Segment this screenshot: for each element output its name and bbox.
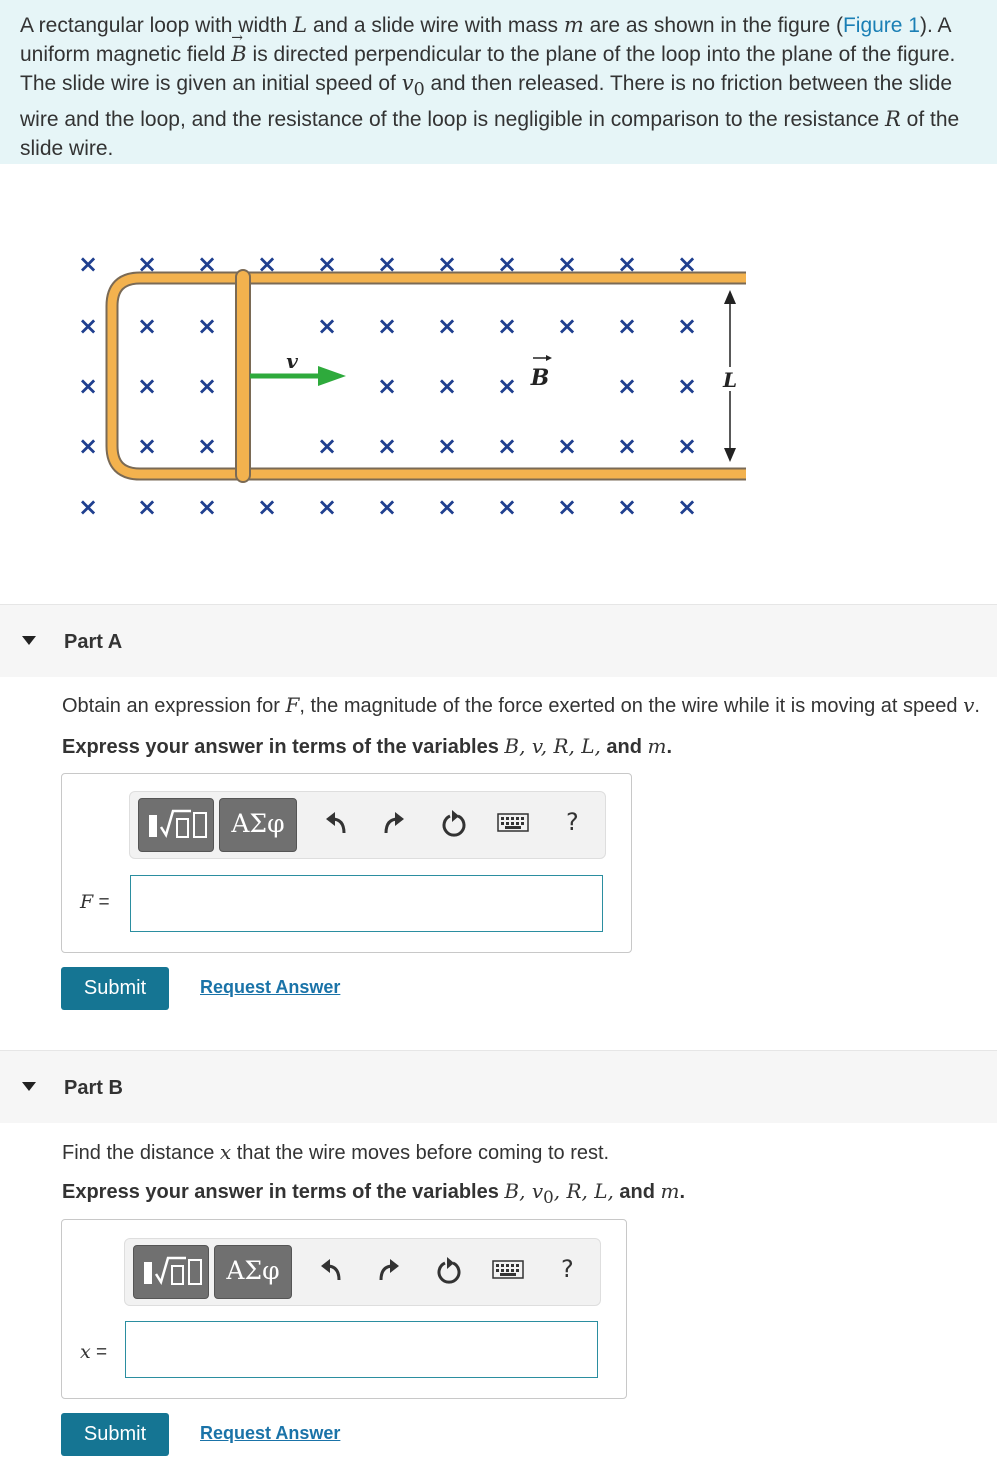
undo-icon[interactable] <box>317 1256 345 1284</box>
field-cross: × <box>77 432 99 460</box>
field-cross: × <box>616 493 638 521</box>
help-button[interactable]: ? <box>561 1255 574 1283</box>
field-cross: × <box>496 312 518 340</box>
field-cross: × <box>616 250 638 278</box>
field-cross: × <box>376 432 398 460</box>
part-a-title: Part A <box>64 631 123 653</box>
part-b-question: Find the distance x that the wire moves before coming to rest. <box>62 1140 610 1164</box>
field-cross: × <box>316 312 338 340</box>
field-cross: × <box>496 432 518 460</box>
part-a-answer-box <box>61 773 632 953</box>
field-cross: × <box>376 250 398 278</box>
figure-link[interactable]: Figure 1 <box>842 14 920 37</box>
problem-intro <box>0 0 997 164</box>
field-cross: × <box>676 493 698 521</box>
part-a-header[interactable] <box>0 604 997 677</box>
field-cross: × <box>436 312 458 340</box>
field-cross: × <box>316 493 338 521</box>
templates-button[interactable] <box>133 1245 209 1299</box>
field-cross: × <box>196 372 218 400</box>
submit-button-part-a[interactable]: Submit <box>61 967 169 1010</box>
field-cross: × <box>376 493 398 521</box>
field-cross: × <box>496 493 518 521</box>
reset-icon[interactable] <box>440 809 468 839</box>
submit-button-part-b[interactable]: Submit <box>61 1413 169 1456</box>
part-b-title: Part B <box>64 1077 123 1099</box>
field-cross: × <box>556 493 578 521</box>
intro-text: A rectangular loop with width L and a slide wire with mass m are as shown in the figure (Figure 1). A uniform magnetic field → B is directed perpendicular to the plane of the loop into the plane of the figure. The slide wire is given an initial speed of $v_0$ and then released. There is no friction between the slide wire and the loop, and the resistance of the loop is negligible in comparison to the resistance R of the slide wire. <box>0 0 997 163</box>
velocity-arrowhead <box>318 366 346 386</box>
collapse-triangle-icon[interactable] <box>22 1082 36 1091</box>
request-answer-link-part-a[interactable]: Request Answer <box>200 977 341 997</box>
field-cross: × <box>136 372 158 400</box>
field-cross: × <box>496 250 518 278</box>
collapse-triangle-icon[interactable] <box>22 636 36 645</box>
field-cross: × <box>136 432 158 460</box>
radical-template-icon <box>139 799 213 851</box>
greek-symbols-button[interactable]: ΑΣφ <box>214 1245 292 1299</box>
field-cross: × <box>556 432 578 460</box>
answer-variable-label: F = <box>80 891 110 913</box>
greek-symbols-button[interactable]: ΑΣφ <box>219 798 297 852</box>
part-b-header[interactable] <box>0 1050 997 1123</box>
field-cross: × <box>196 312 218 340</box>
part-b-instructions: Express your answer in terms of the variables B, $v_0$, R, L, and m. <box>62 1179 686 1207</box>
request-answer-link-part-b[interactable]: Request Answer <box>200 1423 341 1443</box>
field-cross: × <box>136 312 158 340</box>
undo-icon[interactable] <box>322 809 350 837</box>
part-a-instructions: Express your answer in terms of the variables B, v, R, L, and m. <box>62 734 673 758</box>
field-cross: × <box>77 372 99 400</box>
field-cross: × <box>136 493 158 521</box>
field-cross: × <box>496 372 518 400</box>
answer-input-f[interactable] <box>130 875 603 932</box>
field-cross: × <box>196 250 218 278</box>
field-cross: × <box>676 250 698 278</box>
slide-wire <box>236 270 250 482</box>
v-label: v <box>286 349 298 373</box>
field-cross: × <box>256 250 278 278</box>
reset-icon[interactable] <box>435 1256 463 1286</box>
field-cross: × <box>436 493 458 521</box>
math-toolbar <box>129 791 606 859</box>
loop-figure <box>60 230 760 530</box>
keyboard-icon[interactable] <box>492 1260 524 1280</box>
field-cross: × <box>676 432 698 460</box>
field-cross: × <box>136 250 158 278</box>
l-label: L <box>722 368 738 392</box>
field-cross: × <box>77 493 99 521</box>
field-cross: × <box>196 493 218 521</box>
part-b-answer-box <box>61 1219 627 1399</box>
field-cross: × <box>616 372 638 400</box>
field-cross: × <box>376 312 398 340</box>
field-cross: × <box>256 493 278 521</box>
redo-icon[interactable] <box>380 809 408 837</box>
templates-button[interactable] <box>138 798 214 852</box>
field-cross: × <box>376 372 398 400</box>
math-toolbar <box>124 1238 601 1306</box>
radical-template-icon <box>134 1246 208 1298</box>
field-cross: × <box>196 432 218 460</box>
answer-variable-label: x = <box>80 1341 108 1363</box>
keyboard-icon[interactable] <box>497 813 529 833</box>
field-cross: × <box>316 432 338 460</box>
b-label: B <box>530 365 550 391</box>
field-cross: × <box>676 312 698 340</box>
field-cross: × <box>616 312 638 340</box>
field-cross: × <box>616 432 638 460</box>
field-cross: × <box>676 372 698 400</box>
field-cross: × <box>316 250 338 278</box>
help-button[interactable]: ? <box>566 808 579 836</box>
field-cross: × <box>556 312 578 340</box>
field-cross: × <box>436 250 458 278</box>
field-cross: × <box>77 250 99 278</box>
field-cross: × <box>556 250 578 278</box>
part-a-question: Obtain an expression for F, the magnitude of the force exerted on the wire while it is moving at speed v. <box>62 693 980 717</box>
field-cross: × <box>436 372 458 400</box>
redo-icon[interactable] <box>375 1256 403 1284</box>
answer-input-x[interactable] <box>125 1321 598 1378</box>
field-cross: × <box>436 432 458 460</box>
field-cross: × <box>77 312 99 340</box>
